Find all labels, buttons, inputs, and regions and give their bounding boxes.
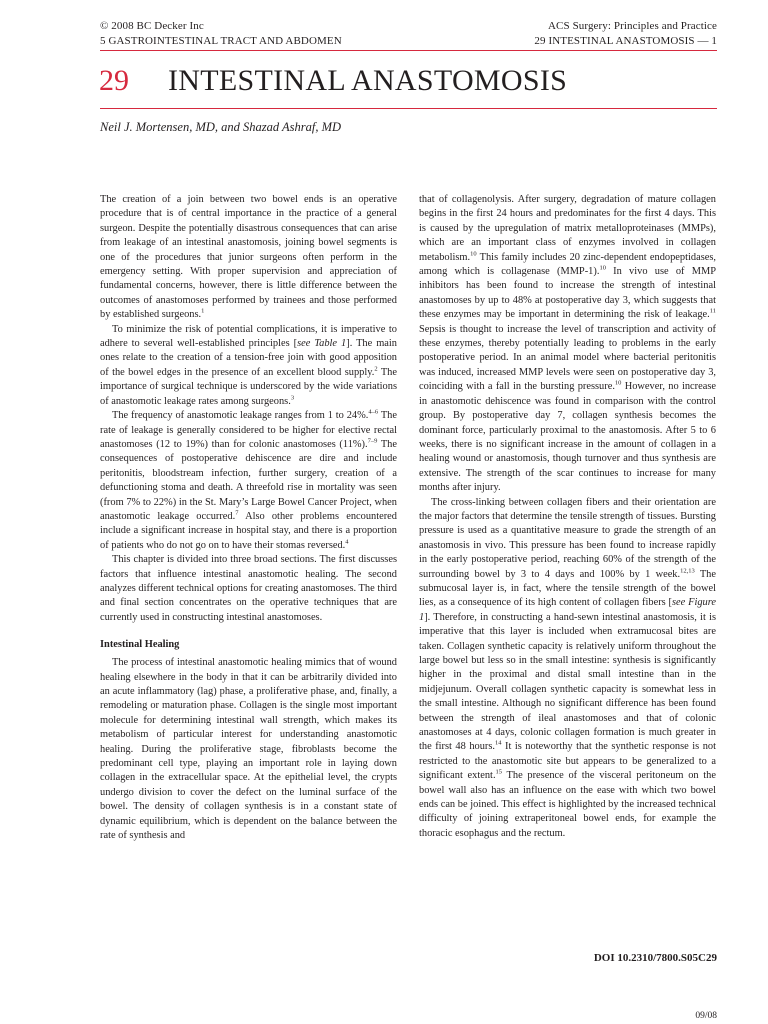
paragraph: The process of intestinal anastomotic healing mimics that of wound healing elsewhere in the body in that it can be arbitrarily divided into an acute inflammatory (lag) phase, a proliferative phase, and, finally, a remodeling or maturation phase. Collagen is the single most important molecule for determining intestinal wall strength, which makes its metabolism of particular interest for understanding anastomotic healing. During the proliferative stage, fibroblasts become the predominant cell type, playing an important role in laying down collagen in the extracellular space. At the epithelial level, the crypts undergo division to cover the defect on the luminal surface of the bowel. The density of collagen synthesis is in a constant state of dynamic equilibrium, which is dependent on the balance between the rate of synthesis and <box>100 657 397 842</box>
paragraph: The creation of a join between two bowel ends is an operative procedure that is of central importance in the practice of a general surgeon. Despite the potentially disastrous consequences that can arise from leakage of an intestinal anastomosis, joining bowel segments is one of the procedures that junior surgeons often perform in the emergency setting. With proper supervision and appreciation of fundamental concerns, however, there is little difference between the outcomes of anastomoses performed by trainees and those performed by established surgeons.$^1$ <box>100 194 397 321</box>
paragraph: The cross-linking between collagen fibers and their orientation are the major factors that determine the tensile strength of tissues. Bursting pressure is used as a quantitative measure to grade the strength of an anastomosis in vivo. This pressure has been found to increase rapidly in the early postoperative period, reaching 60% of the strength of the surrounding bowel by 3 to 4 days and 100% by 1 week.$^{12,13}$ The submucosal layer is, in fact, where the tensile strength of the bowel lies, as a consequence of its high content of collagen fibers [see Figure 1]. Therefore, in constructing a hand-sewn intestinal anastomosis, it is imperative that this layer is included when extramucosal bites are taken. Collagen synthetic capacity is relatively uniform throughout the large bowel but less so in the small intestine: synthesis is significantly higher in the proximal and distal small intestine than in the midjejunum. Overall collagen synthetic capacity is somewhat less in the small intestine. Although no significant difference has been found between the strength of ileal anastomoses and that of colonic anastomoses at 4 days, colonic collagen formation is much greater in the first 48 hours.$^{14}$ It is noteworthy that the synthetic response is not restricted to the anastomotic site but appears to be generalized to a significant extent.$^{15}$ The presence of the visceral peritoneum on the bowel wall also has an influence on the ease with which two bowel ends can be joined. This effect is highlighted by the increased technical difficulty of joining extraperitoneal bowel ends, for example the thoracic esophagus and the rectum. <box>419 496 716 839</box>
right-text-column <box>419 193 716 841</box>
chapter-authors: Neil J. Mortensen, MD, and Shazad Ashraf, MD <box>100 120 342 134</box>
left-text-column <box>100 193 397 843</box>
doi-label: DOI 10.2310/7800.S05C29 <box>593 952 717 964</box>
figure-reference: see Figure 1 <box>419 597 716 623</box>
running-header-right <box>534 19 717 49</box>
paragraph: To minimize the risk of potential complications, it is imperative to adhere to several well-established principles [see Table 1]. The main ones relate to the creation of a tension-free join with good apposition of the bowel edges in the presence of an excellent blood supply.$^2$ The importance of surgical technique is underscored by the wide variations of anastomotic leakage rates among surgeons.$^3$ <box>100 323 398 407</box>
copyright-line: © 2008 BC Decker Inc <box>100 20 204 32</box>
section-line: 5 GASTROINTESTINAL TRACT AND ABDOMEN <box>100 35 342 47</box>
book-title-line: ACS Surgery: Principles and Practice <box>548 20 717 32</box>
chapter-title: INTESTINAL ANASTOMOSIS <box>168 64 568 97</box>
running-header-left <box>100 19 342 49</box>
chapter-running-title: 29 INTESTINAL ANASTOMOSIS — 1 <box>534 35 717 47</box>
paragraph: that of collagenolysis. After surgery, degradation of mature collagen begins in the first 24 hours and predominates for the first 4 days. This is caused by the upregulation of matrix metalloproteinases (MMPs), which are an important class of enzymes involved in collagen metabolism.$^{10}$ This family includes 20 zinc-dependent endopeptidases, among which is collagenase (MMP-1).$^{10}$ In vivo use of MMP inhibitors has been found to increase the strength of intestinal anastomoses by up to 48% at postoperative day 3, which suggests that these enzymes may be important in determining the risk of leakage.$^{11}$ Sepsis is thought to increase the level of transcription and activity of these enzymes, thereby potentially leading to problems in the early postoperative period. In an animal model where bacterial peritonitis was induced, increased MMP levels were seen on postoperative day 3, coinciding with a fall in the bursting pressure.$^{10}$ However, no increase in anastomotic dehiscence was found in comparison with the control group. By postoperative day 7, collagen synthesis becomes the dominant force, particularly proximal to the anastomosis. After 5 to 6 weeks, there is no significant increase in the amount of collagen in a healing wound or anastomosis, though turnover and thus synthesis are extensive. The strength of the scar continues to increase for many months after injury. <box>419 194 716 494</box>
publication-date: 09/08 <box>695 1011 717 1021</box>
table-reference: see Table 1 <box>297 338 347 350</box>
chapter-number: 29 <box>99 64 129 97</box>
paragraph: This chapter is divided into three broad sections. The first discusses factors that influence intestinal anastomotic healing. The second analyzes different technical options for creating anastomoses. The third and final section concentrates on the operative techniques that are currently used in constructing intestinal anastomoses. <box>100 554 397 623</box>
top-divider <box>100 50 717 51</box>
paragraph: The frequency of anastomotic leakage ranges from 1 to 24%.$^{4-6}$ The rate of leakage is generally considered to be higher for elective rectal anastomoses (12 to 19%) than for colonic anastomoses (11%).$^{7-9}$ The consequences of postoperative dehiscence are dire and include peritonitis, bloodstream infection, further surgery, creation of a defunctioning stoma and death. A threefold rise in mortality was seen (from 7% to 22%) in the St. Mary’s Large Bowel Cancer Project, when anastomotic leakage occurred.$^7$ Also other problems encountered include a significant increase in hospital stay, and there is a proportion of patients who do not go on to have their stomas reversed.$^4$ <box>100 408 397 551</box>
section-heading: Intestinal Healing <box>100 639 180 651</box>
title-divider <box>100 108 717 109</box>
